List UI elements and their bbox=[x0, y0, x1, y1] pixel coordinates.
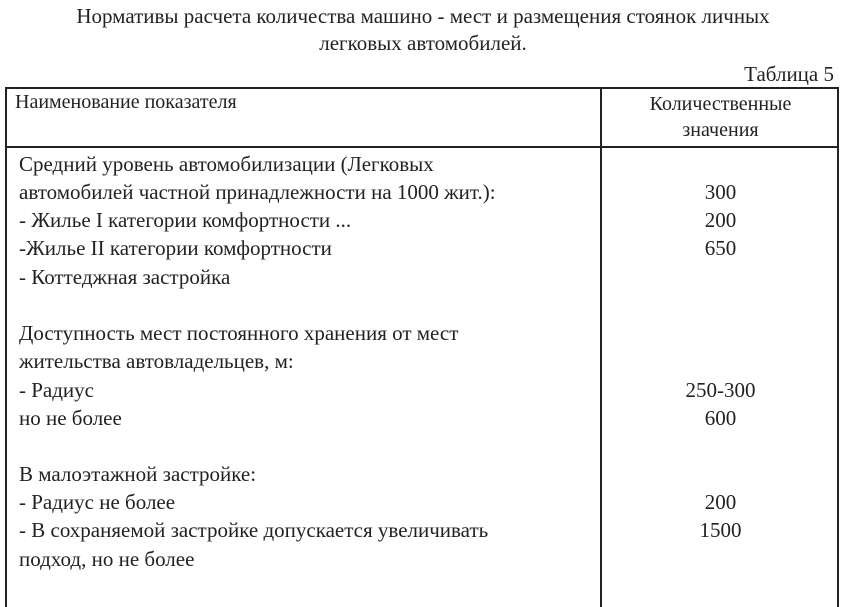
row-label: жительства автовладельцев, м: bbox=[19, 349, 294, 373]
row-label: -Жилье II категории комфортности bbox=[19, 236, 332, 260]
row-label: В малоэтажной застройке: bbox=[19, 462, 257, 486]
row-label: - Коттеджная застройка bbox=[19, 265, 231, 289]
row-value: 250-300 bbox=[685, 378, 756, 402]
row-value: 600 bbox=[704, 406, 737, 430]
table-label: Таблица 5 bbox=[744, 62, 834, 86]
row-label: автомобилей частной принадлежности на 1000 жит.): bbox=[19, 180, 496, 204]
row-label: - В сохраняемой застройке допускается увеличивать bbox=[19, 518, 489, 542]
header-indicator-name: Наименование показателя bbox=[15, 91, 237, 113]
row-value: 200 bbox=[704, 208, 737, 232]
header-values-line-1: Количественные bbox=[649, 93, 792, 115]
row-value: 200 bbox=[704, 490, 737, 514]
title-line-2: легковых автомобилей. bbox=[319, 31, 527, 55]
title-line-1: Нормативы расчета количества машино - мест и размещения стоянок личных bbox=[76, 4, 770, 28]
row-value: 300 bbox=[704, 180, 737, 204]
row-value: 650 bbox=[704, 236, 737, 260]
header-divider bbox=[7, 146, 837, 148]
header-values-line-2: значения bbox=[682, 119, 759, 141]
norms-table bbox=[5, 87, 839, 607]
row-label: Доступность мест постоянного хранения от мест bbox=[19, 321, 459, 345]
document-title bbox=[0, 3, 846, 57]
row-label: - Радиус не более bbox=[19, 490, 176, 514]
row-label: - Радиус bbox=[19, 378, 94, 402]
row-label: но не более bbox=[19, 406, 122, 430]
header-values bbox=[602, 91, 839, 143]
row-value: 1500 bbox=[699, 518, 742, 542]
row-label: Средний уровень автомобилизации (Легковых bbox=[19, 152, 434, 176]
row-label: подход, но не более bbox=[19, 547, 195, 571]
row-label: - Жилье I категории комфортности ... bbox=[19, 208, 352, 232]
